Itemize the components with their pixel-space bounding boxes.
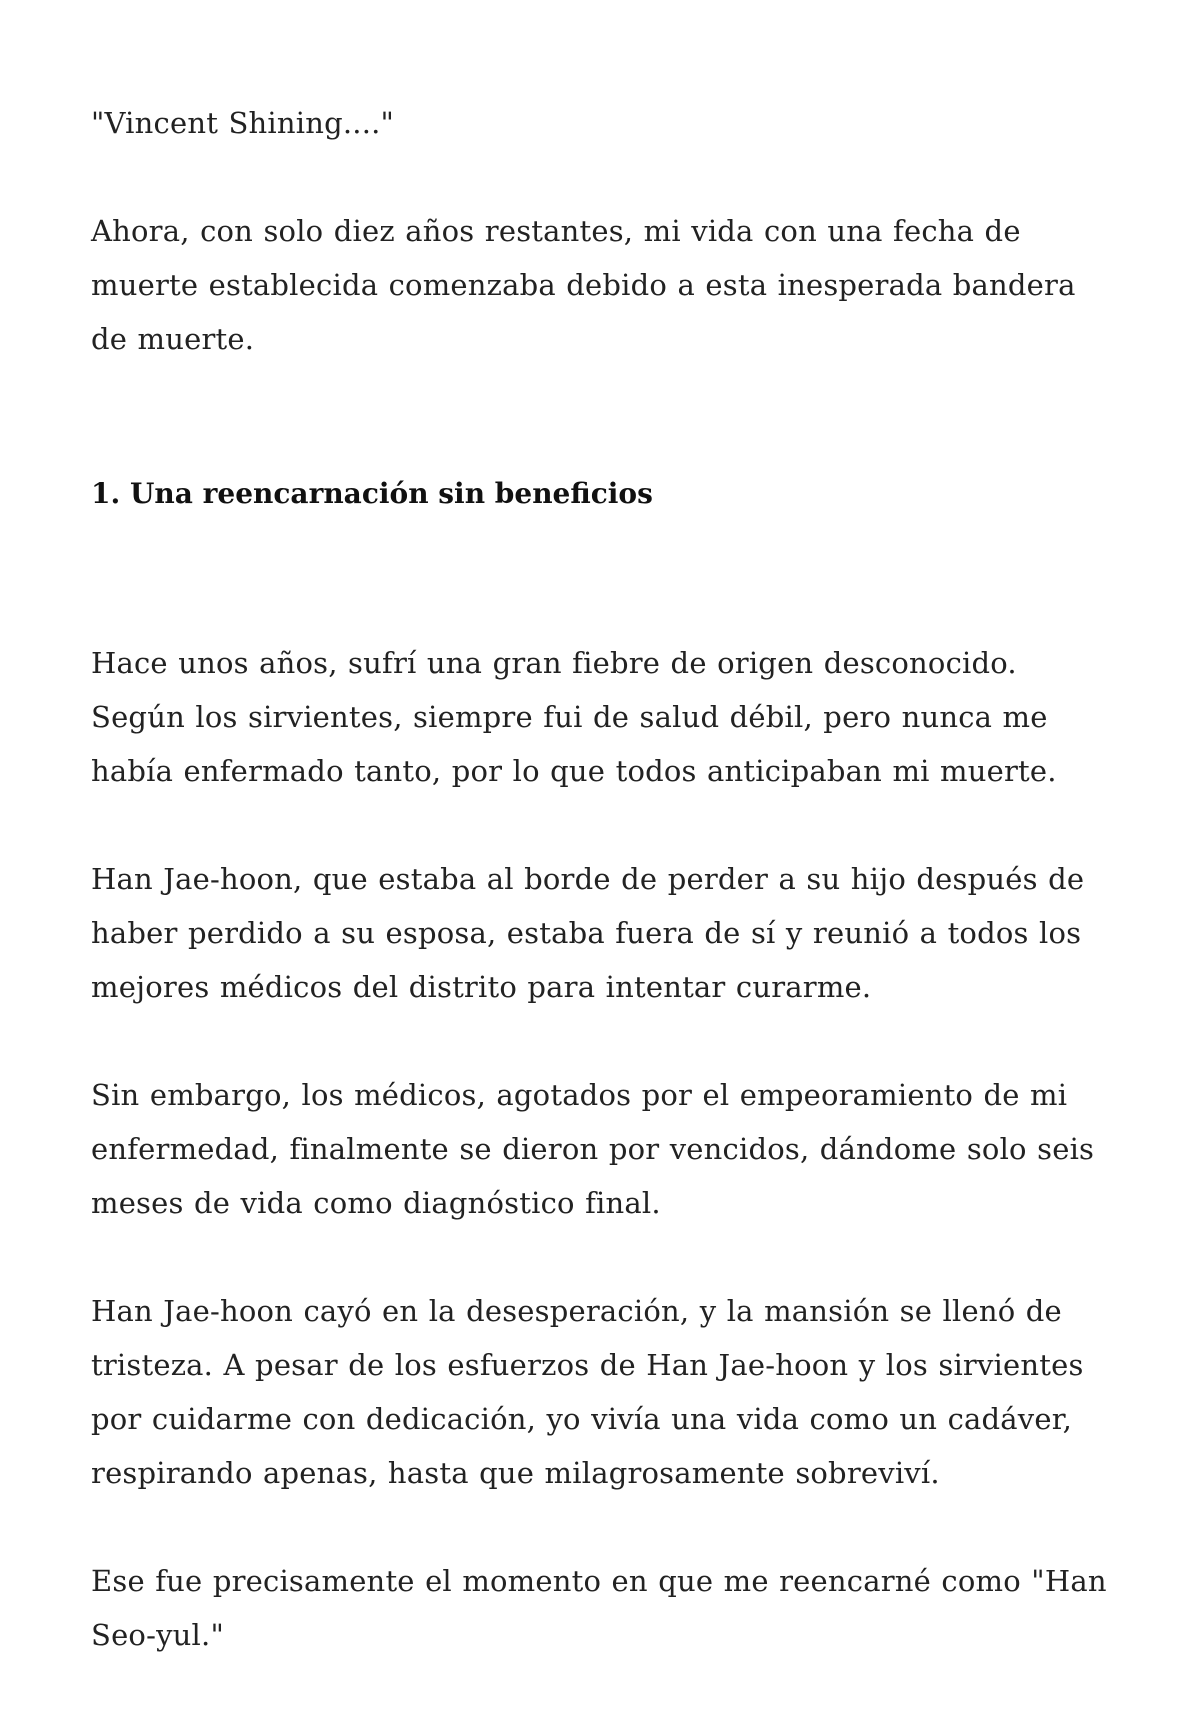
paragraph-diagnosis: Sin embargo, los médicos, agotados por el empeoramiento de mi enfermedad, finalmente se dieron por vencidos, dándome solo seis meses de vida como diagnóstico final. <box>91 1078 1095 1220</box>
document-body <box>91 96 1121 1716</box>
paragraph-han-jae-hoon-doctors: Han Jae-hoon, que estaba al borde de perder a su hijo después de haber perdido a su esposa, estaba fuera de sí y reunió a todos los mejores médicos del distrito para intentar curarme. <box>91 862 1085 1004</box>
paragraph-reincarnation: Ese fue precisamente el momento en que me reencarné como "Han Seo-yul." <box>91 1564 1107 1652</box>
paragraph-death-date: Ahora, con solo diez años restantes, mi vida con una fecha de muerte establecida comenzaba debido a esta inesperada bandera de muerte. <box>91 214 1076 356</box>
paragraph-fever: Hace unos años, sufrí una gran fiebre de origen desconocido. Según los sirvientes, siempre fui de salud débil, pero nunca me había enfermado tanto, por lo que todos anticipaban mi muerte. <box>91 646 1057 788</box>
paragraph-vincent-quote: "Vincent Shining...." <box>91 106 395 140</box>
chapter-heading: 1. Una reencarnación sin beneficios <box>91 477 653 510</box>
paragraph-despair: Han Jae-hoon cayó en la desesperación, y la mansión se llenó de tristeza. A pesar de los esfuerzos de Han Jae-hoon y los sirvientes por cuidarme con dedicación, yo vivía una vida como un cadáver, respirando apenas, hasta que milagrosamente sobreviví. <box>91 1294 1084 1490</box>
